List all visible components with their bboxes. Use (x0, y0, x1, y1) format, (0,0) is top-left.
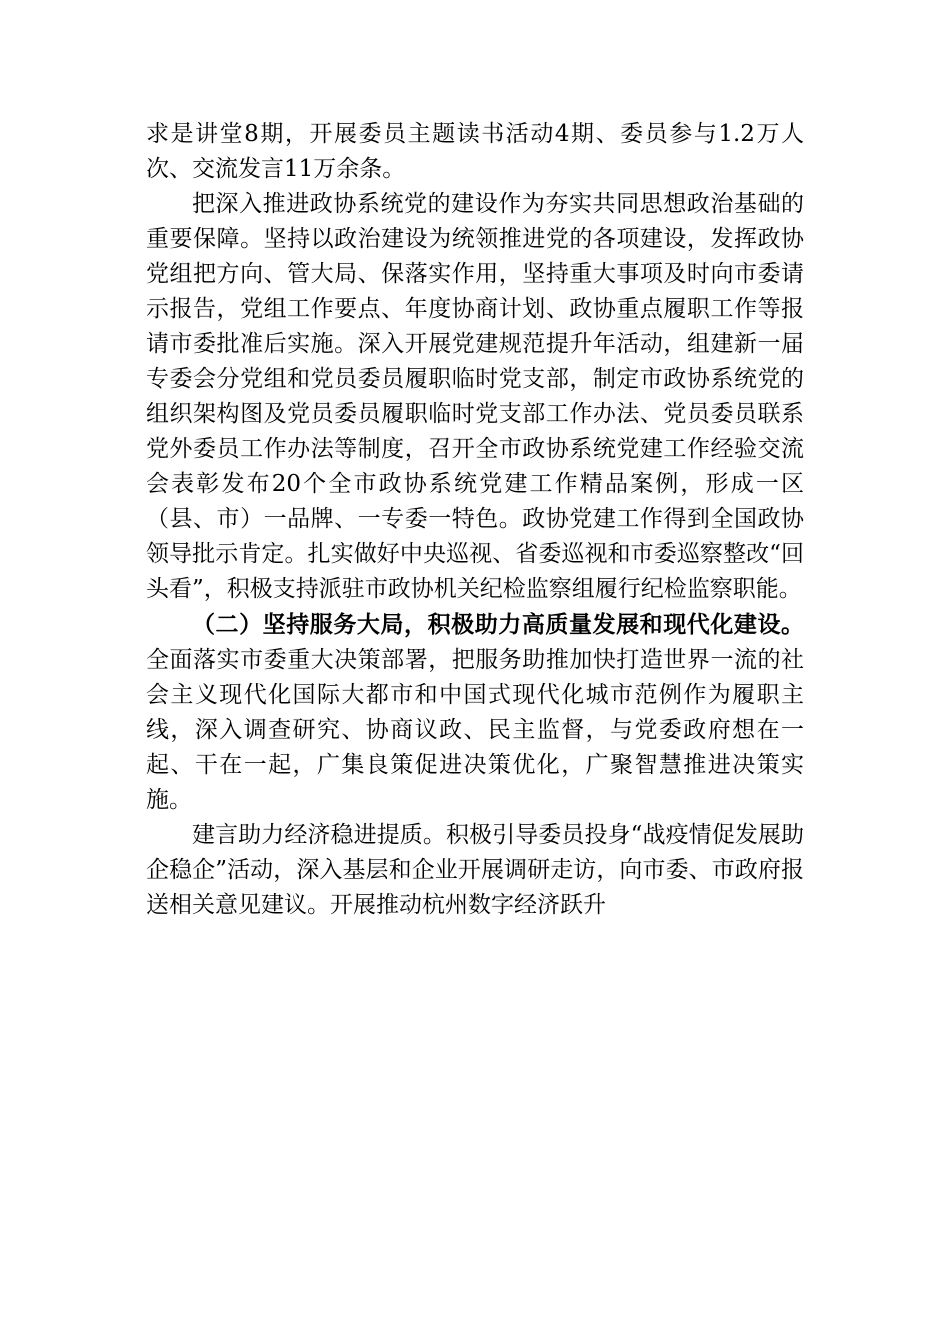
paragraph-economy (146, 818, 804, 923)
paragraph-text: 把深入推进政协系统党的建设作为夯实共同思想政治基础的重要保障。坚持以政治建设为统领推进党的各项建设，发挥政协党组把方向、管大局、保落实作用，坚持重大事项及时向市委请示报告，党组工作要点、年度协商计划、政协重点履职工作等报请市委批准后实施。深入开展党建规范提升年活动，组建新一届专委会分党组和党员委员履职临时党支部，制定市政协系统党的组织架构图及党员委员履职临时党支部工作办法、党员委员联系党外委员工作办法等制度，召开全市政协系统党建工作经验交流会表彰发布20个全市政协系统党建工作精品案例，形成一区（县、市）一品牌、一专委一特色。政协党建工作得到全国政协领导批示肯定。扎实做好中央巡视、省委巡视和市委巡察整改“回头看”，积极支持派驻市政协机关纪检监察组履行纪检监察职能。 (146, 191, 804, 602)
paragraph-continuation (146, 117, 804, 187)
paragraph-text: 求是讲堂8期，开展委员主题读书活动4期、委员参与1.2万人次、交流发言11万余条。 (146, 121, 804, 182)
paragraph-party-building (146, 187, 804, 607)
paragraph-text: 建言助力经济稳进提质。积极引导委员投身“战疫情促发展助企稳企”活动，深入基层和企业开展调研走访，向市委、市政府报送相关意见建议。开展推动杭州数字经济跃升 (146, 822, 804, 918)
paragraph-section-two (146, 607, 804, 818)
document-page (146, 117, 804, 923)
paragraph-text: 全面落实市委重大决策部署，把服务助推加快打造世界一流的社会主义现代化国际大都市和中国式现代化城市范例作为履职主线，深入调查研究、协商议政、民主监督，与党委政府想在一起、干在一起，广集良策促进决策优化，广聚智慧推进决策实施。 (146, 647, 804, 813)
section-heading: （二）坚持服务大局，积极助力高质量发展和现代化建设。 (192, 611, 804, 638)
